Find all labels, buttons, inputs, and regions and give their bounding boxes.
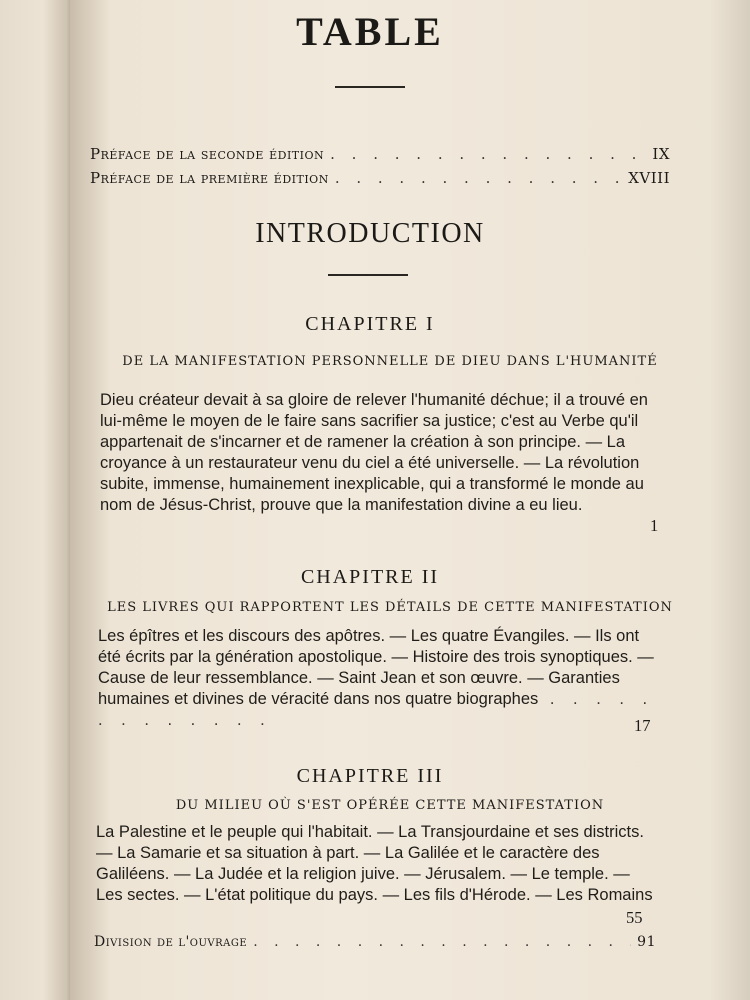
page-title: TABLE bbox=[296, 9, 444, 54]
toc-entry-division bbox=[94, 934, 656, 950]
chapter-summary bbox=[96, 822, 658, 906]
chapter-page: 1 bbox=[650, 516, 659, 535]
chapter-heading: CHAPITRE II bbox=[300, 566, 440, 588]
toc-page: XVIII bbox=[628, 169, 670, 187]
chapter-summary bbox=[100, 390, 668, 516]
summary-text: Dieu créateur devait à sa gloire de relever l'humanité déchue; il a trouvé en lui-même le moyen de le faire sans sacrifier sa justice; c'est au Verbe qu'il appartenait de s'incarner et de ramener la création à son principe. — La croyance à un restaurateur venu du ciel a été universelle. — La révolution subite, immense, humainement inexplicable, qui a transformé le monde au nom de Jésus-Christ, prouve que la manifestation divine a eu lieu. bbox=[100, 391, 648, 514]
toc-label: Préface de la première édition bbox=[90, 169, 329, 187]
chapter-page: 17 bbox=[634, 716, 651, 735]
toc-entry-preface-2 bbox=[90, 145, 670, 163]
book-gutter bbox=[0, 0, 78, 1000]
chapter-heading: CHAPITRE I bbox=[305, 313, 435, 335]
dot-leader bbox=[335, 169, 622, 187]
chapter-page: 55 bbox=[626, 908, 643, 927]
summary-text: Les épîtres et les discours des apôtres. — Les quatre Évangiles. — Ils ont été écrits par la génération apostolique. — Histoire des trois synoptiques. — Cause de leur ressemblance. — Saint Jean et son œuvre. — Garanties humaines et divines de véracité dans nos quatre biographes bbox=[98, 627, 654, 708]
toc-label: Division de l'ouvrage bbox=[94, 934, 248, 950]
page-edge-shadow bbox=[710, 0, 750, 1000]
chapter-summary bbox=[98, 626, 658, 731]
title-rule bbox=[335, 86, 405, 88]
summary-text: La Palestine et le peuple qui l'habitait. — La Transjourdaine et ses districts. — La Samarie et sa situation à part. — La Galilée et le caractère des Galiléens. — La Judée et la religion juive. — Jérusalem. — Le temple. — Les sectes. — L'état politique du pays. — Les fils d'Hérode. — Les Romains bbox=[96, 823, 653, 904]
chapter-subtitle: DU MILIEU OÙ S'EST OPÉRÉE CETTE MANIFESTATION bbox=[175, 798, 605, 813]
chapter-subtitle: DE LA MANIFESTATION PERSONNELLE DE DIEU DANS L'HUMANITÉ bbox=[122, 354, 658, 369]
toc-page: 91 bbox=[637, 934, 656, 950]
dot-leader bbox=[330, 145, 646, 163]
dot-leader bbox=[253, 934, 631, 950]
section-rule bbox=[328, 274, 408, 276]
dot-leader: . . . . . . . . . . . . . bbox=[98, 690, 655, 729]
toc-entry-preface-1 bbox=[90, 169, 670, 187]
toc-label: Préface de la seconde édition bbox=[90, 145, 325, 163]
chapter-subtitle: LES LIVRES QUI RAPPORTENT LES DÉTAILS DE CETTE MANIFESTATION bbox=[107, 600, 673, 615]
toc-page: IX bbox=[652, 145, 670, 163]
section-title: INTRODUCTION bbox=[255, 218, 485, 249]
chapter-heading: CHAPITRE III bbox=[296, 765, 444, 787]
